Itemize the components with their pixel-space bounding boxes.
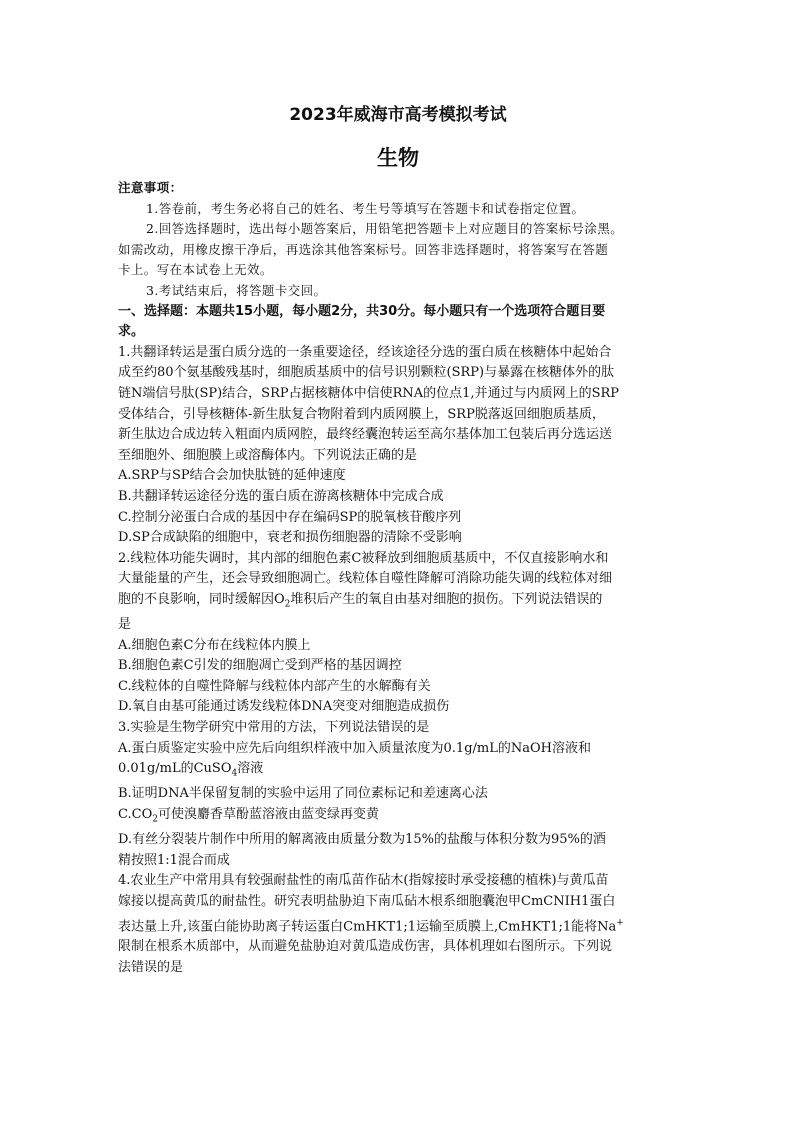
option-d: D.有丝分裂装片制作中所用的解离液由质量分数为15%的盐酸与体积分数为95%的酒 — [118, 832, 606, 848]
option-a: A.细胞色素C分布在线粒体内膜上 — [118, 637, 311, 653]
superscript: + — [616, 917, 624, 928]
question-4 — [118, 871, 678, 978]
option-a: A.蛋白质鉴定实验中应先后向组织样液中加入质量浓度为0.1g/mL的NaOH溶液和 — [118, 740, 591, 756]
notes-section — [118, 178, 678, 302]
exam-page — [118, 98, 678, 979]
option-b: B.细胞色素C引发的细胞凋亡受到严格的基因调控 — [118, 658, 402, 674]
question-2 — [118, 549, 678, 718]
question-stem-line — [118, 913, 678, 938]
page-title: 2023年威海市高考模拟考试 — [289, 105, 507, 125]
notes-heading: 注意事项： — [118, 180, 183, 195]
question-stem-line: 4.农业生产中常用具有较强耐盐性的南瓜苗作砧木(指嫁接时承受接穗的植株)与黄瓜苗 — [118, 873, 609, 889]
option-text: 0.01g/mL的CuSO — [118, 761, 232, 777]
question-stem-line: 2.线粒体功能失调时，其内部的细胞色素C被释放到细胞质基质中，不仅直接影响水和 — [118, 550, 609, 566]
notes-item: 2.回答选择题时，选出每小题答案后，用铅笔把答题卡上对应题目的答案标号涂黑。 — [146, 221, 624, 237]
option-a-continued — [118, 759, 678, 784]
question-stem-line: 至细胞外、细胞膜上或溶酶体内。下列说法正确的是 — [118, 447, 418, 463]
option-a: A.SRP与SP结合会加快肽链的延伸速度 — [118, 468, 346, 484]
option-b: B.共翻译转运途径分选的蛋白质在游离核糖体中完成合成 — [118, 488, 444, 504]
question-stem-line: 限制在根系木质部中，从而避免盐胁迫对黄瓜造成伤害，具体机理如右图所示。下列说 — [118, 939, 613, 955]
section-heading-line: 一、选择题：本题共15小题，每小题2分，共30分。每小题只有一个选项符合题目要 — [118, 303, 606, 319]
subscript: 2 — [284, 599, 291, 610]
notes-item: 卡上。写在本试卷上无效。 — [118, 262, 273, 278]
question-stem-line: 嫁接以提高黄瓜的耐盐性。研究表明盐胁迫下南瓜砧木根系细胞囊泡甲CmCNIH1蛋白 — [118, 893, 616, 909]
subscript: 2 — [152, 814, 158, 825]
subject-title: 生物 — [377, 146, 419, 170]
question-stem-line: 法错误的是 — [118, 960, 184, 976]
subscript: 4 — [231, 768, 238, 779]
question-1 — [118, 343, 678, 549]
stem-text: 堆积后产生的氧自由基对细胞的损伤。下列说法错误的 — [290, 591, 603, 607]
stem-text: 表达量上升,该蛋白能协助离子转运蛋白CmHKT1;1运输至质膜上,CmHKT1;1能将Na — [118, 918, 617, 934]
option-c: C.控制分泌蛋白合成的基因中存在编码SP的脱氧核苷酸序列 — [118, 509, 462, 525]
option-text: 溶液 — [237, 761, 264, 777]
notes-item: 3.考试结束后，将答题卡交回。 — [146, 282, 327, 298]
option-d: D.氧自由基可能通过诱发线粒体DNA突变对细胞造成损伤 — [118, 699, 450, 715]
notes-item: 如需改动，用橡皮擦干净后，再选涂其他答案标号。回答非选择题时，将答案写在答题 — [118, 241, 609, 257]
option-d-continued: 精按照1:1混合而成 — [118, 852, 230, 868]
question-stem-line: 是 — [118, 617, 132, 633]
question-stem-line: 新生肽边合成边转入粗面内质网腔，最终经囊泡转运至高尔基体加工包装后再分选运送 — [118, 427, 613, 443]
option-b: B.证明DNA半保留复制的实验中运用了同位素标记和差速离心法 — [118, 786, 488, 802]
option-d: D.SP合成缺陷的细胞中，衰老和损伤细胞器的清除不受影响 — [118, 530, 462, 546]
option-text: 可使溴麝香草酚蓝溶液由蓝变绿再变黄 — [157, 807, 379, 822]
question-stem-line — [118, 590, 678, 615]
question-3 — [118, 718, 678, 871]
notes-item: 1.答卷前，考生务必将自己的姓名、考生号等填写在答题卡和试卷指定位置。 — [146, 200, 585, 216]
section-heading-line: 求。 — [118, 324, 145, 340]
option-c: C.线粒体的自噬性降解与线粒体内部产生的水解酶有关 — [118, 678, 431, 694]
option-text: C.CO — [118, 807, 153, 822]
option-c — [118, 805, 678, 830]
question-stem-line: 大量能量的产生，还会导致细胞凋亡。线粒体自噬性降解可消除功能失调的线粒体对细 — [118, 571, 613, 587]
question-stem-line: 成至约80个氨基酸残基时，细胞质基质中的信号识别颗粒(SRP)与暴露在核糖体外的肽 — [118, 365, 615, 381]
stem-text: 胞的不良影响，同时缓解因O — [118, 591, 285, 607]
section-heading — [118, 302, 678, 343]
question-stem-line: 受体结合，引导核糖体-新生肽复合物附着到内质网膜上，SRP脱落返回细胞质基质， — [118, 406, 605, 422]
question-stem-line: 3.实验是生物学研究中常用的方法，下列说法错误的是 — [118, 720, 430, 736]
question-stem-line: 1.共翻译转运是蛋白质分选的一条重要途径，经该途径分选的蛋白质在核糖体中起始合 — [118, 344, 612, 360]
question-stem-line: 链N端信号肽(SP)结合，SRP占据核糖体中信使RNA的位点1,并通过与内质网上的SRP — [118, 385, 620, 401]
